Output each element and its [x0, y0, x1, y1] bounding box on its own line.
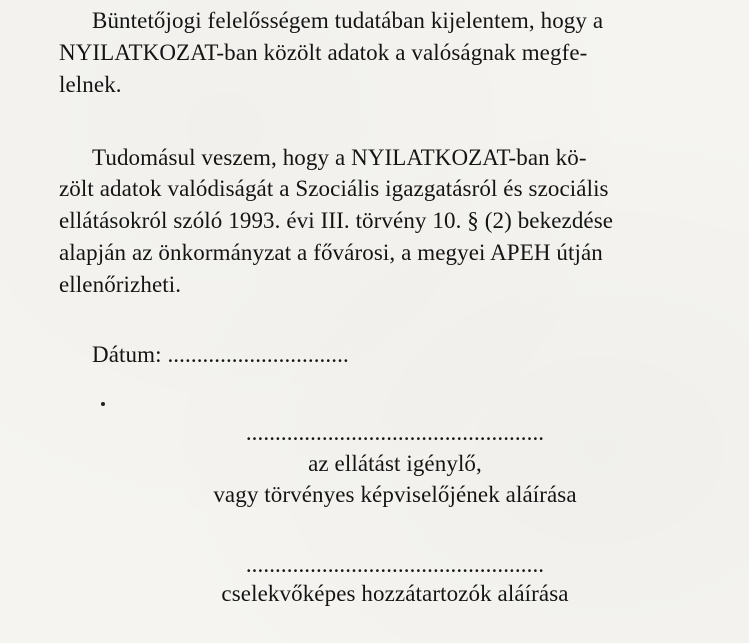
- signature-line-relatives: ...................................................: [245, 552, 545, 577]
- signature-caption-applicant-2: vagy törvényes képviselőjének aláírása: [213, 482, 577, 507]
- signature-caption-relatives: cselekvőképes hozzátartozók aláírása: [221, 581, 569, 606]
- paragraph1-line-2: NYILATKOZAT-ban közölt adatok a valóságnak megfe-: [59, 40, 588, 65]
- paragraph2-line-2: zölt adatok valódiságát a Szociális igazgatásról és szociális: [59, 176, 609, 201]
- paragraph2-line-1: Tudomásul veszem, hogy a NYILATKOZAT-ban kö-: [92, 145, 587, 170]
- signature-line-applicant: ...................................................: [245, 420, 545, 445]
- paragraph1-line-3: lelnek.: [59, 72, 122, 97]
- paragraph2-line-5: ellenőrizheti.: [59, 272, 182, 297]
- signature-caption-applicant-1: az ellátást igénylő,: [308, 451, 482, 476]
- scan-speck: [101, 402, 105, 406]
- paragraph1-line-1: Büntetőjogi felelősségem tudatában kijelentem, hogy a: [92, 8, 604, 33]
- paragraph2-line-4: alapján az önkormányzat a fővárosi, a megyei APEH útján: [59, 240, 603, 265]
- date-field: Dátum: ...............................: [92, 342, 349, 367]
- paragraph2-line-3: ellátásokról szóló 1993. évi III. törvény 10. § (2) bekezdése: [59, 208, 614, 233]
